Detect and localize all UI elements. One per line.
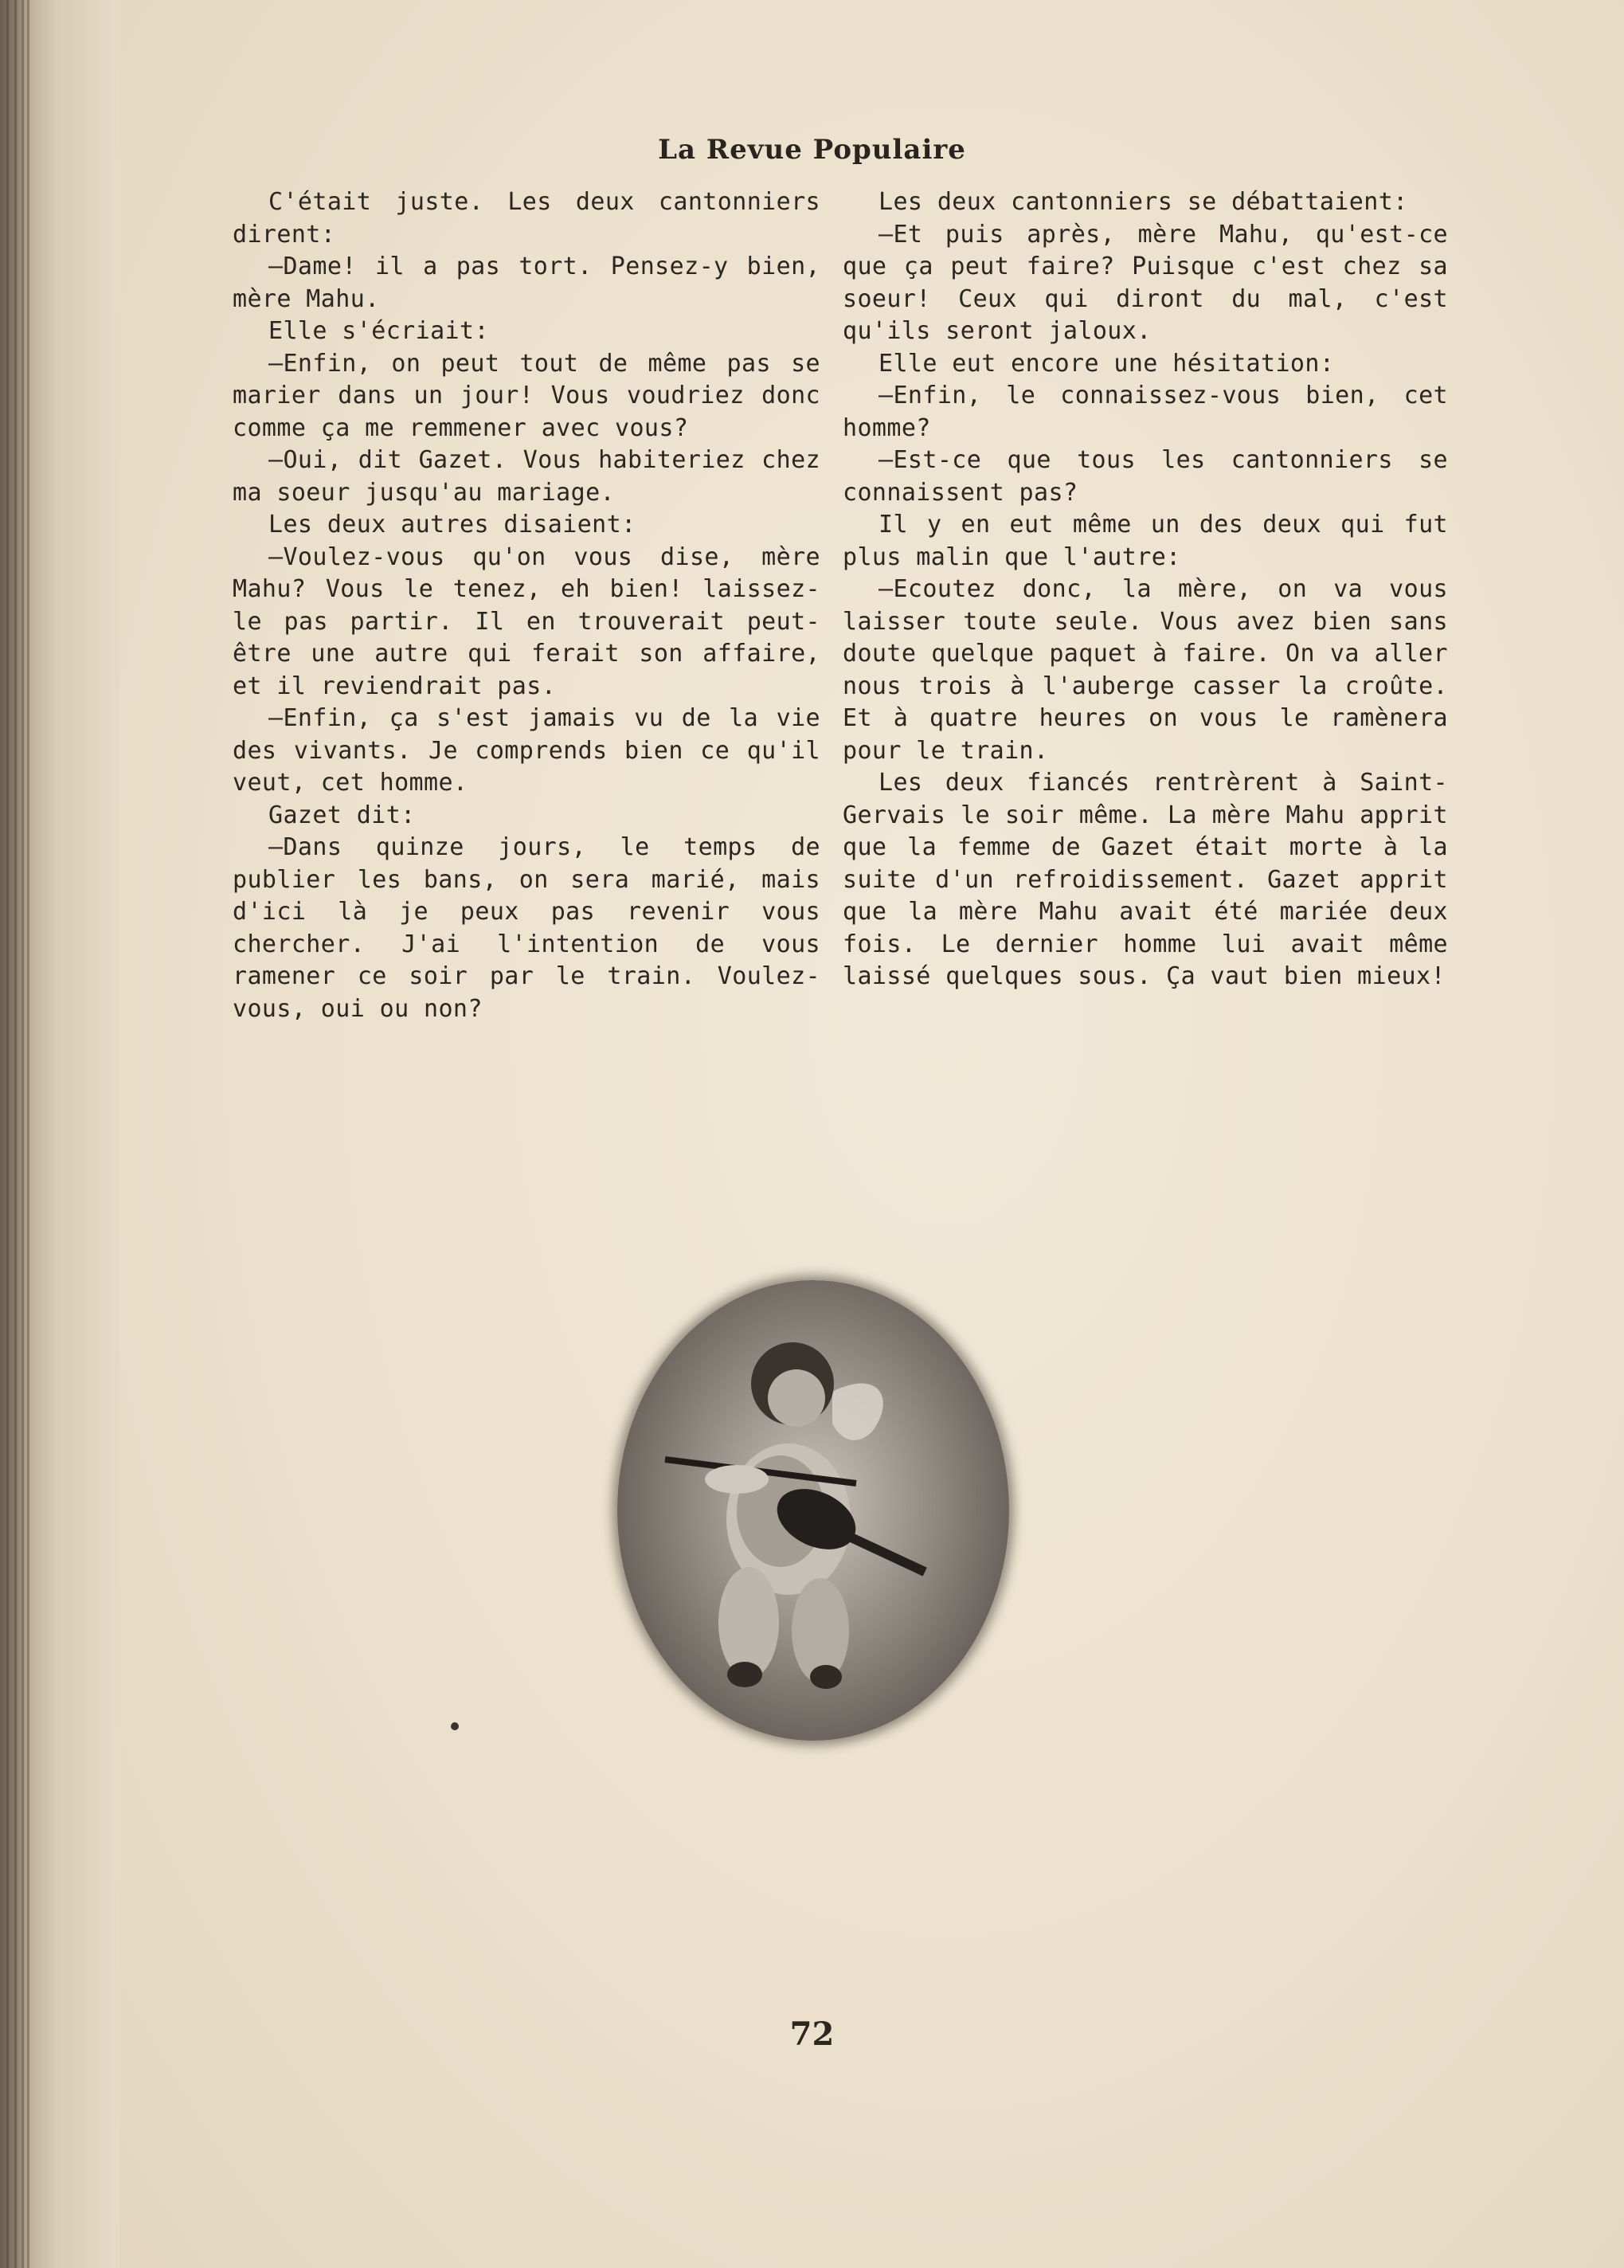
paragraph: —Ecoutez donc, la mère, on va vous laisser toute seule. Vous avez bien sans doute quelque paquet à faire. On va aller nous trois à l'auberge casser la croûte. Et à quatre heures on vous le ramènera pour le train. [843, 575, 1448, 765]
paragraph: Les deux autres disaient: [268, 511, 636, 539]
paragraph: —Et puis après, mère Mahu, qu'est-ce que ça peut faire? Puisque c'est chez sa soeur! Ceux qui diront du mal, c'est qu'ils seront jaloux. [843, 220, 1448, 345]
paragraph: Elle eut encore une hésitation: [879, 349, 1335, 378]
paragraph: Les deux cantonniers se débattaient: [879, 188, 1408, 216]
left-column [233, 186, 820, 1025]
cherub-violin-icon [617, 1280, 1009, 1741]
paragraph: —Voulez-vous qu'on vous dise, mère Mahu? Vous le tenez, eh bien! laissez-le pas partir. Il en trouverait peut-être une autre qui ferait son affaire, et il reviendrait pas. [233, 543, 820, 700]
page-number: 72 [789, 2015, 835, 2053]
running-head: La Revue Populaire [658, 134, 966, 166]
paragraph: —Dame! il a pas tort. Pensez-y bien, mère Mahu. [233, 253, 820, 313]
paragraph: Les deux fiancés rentrèrent à Saint-Gervais le soir même. La mère Mahu apprit que la femme de Gazet était morte à la suite d'un refroidissement. Gazet apprit que la mère Mahu avait été mariée deux fois. Le dernier homme lui avait même laissé quelques sous. Ça vaut bien mieux! [843, 769, 1448, 990]
paragraph: C'était juste. Les deux cantonniers dirent: [233, 188, 820, 249]
paragraph: Gazet dit: [268, 801, 416, 829]
paragraph: —Dans quinze jours, le temps de publier les bans, on sera marié, mais d'ici là je peux pas revenir vous chercher. J'ai l'intention de vous ramener ce soir par le train. Voulez-vous, oui ou non? [233, 833, 820, 1023]
paragraph: —Enfin, on peut tout de même pas se marier dans un jour! Vous voudriez donc comme ça me remmener avec vous? [233, 349, 820, 442]
paragraph: —Enfin, ça s'est jamais vu de la vie des vivants. Je comprends bien ce qu'il veut, cet homme. [233, 704, 820, 797]
paragraph: Elle s'écriait: [268, 317, 489, 345]
paragraph: Il y en eut même un des deux qui fut plus malin que l'autre: [843, 511, 1448, 571]
cherub-violin-vignette [617, 1280, 1009, 1741]
paragraph: —Enfin, le connaissez-vous bien, cet homme? [843, 382, 1448, 442]
right-column [843, 186, 1448, 993]
book-spine [0, 0, 119, 2268]
ink-speck [451, 1722, 459, 1730]
paragraph: —Est-ce que tous les cantonniers se connaissent pas? [843, 446, 1448, 507]
paragraph: —Oui, dit Gazet. Vous habiteriez chez ma soeur jusqu'au mariage. [233, 446, 820, 507]
